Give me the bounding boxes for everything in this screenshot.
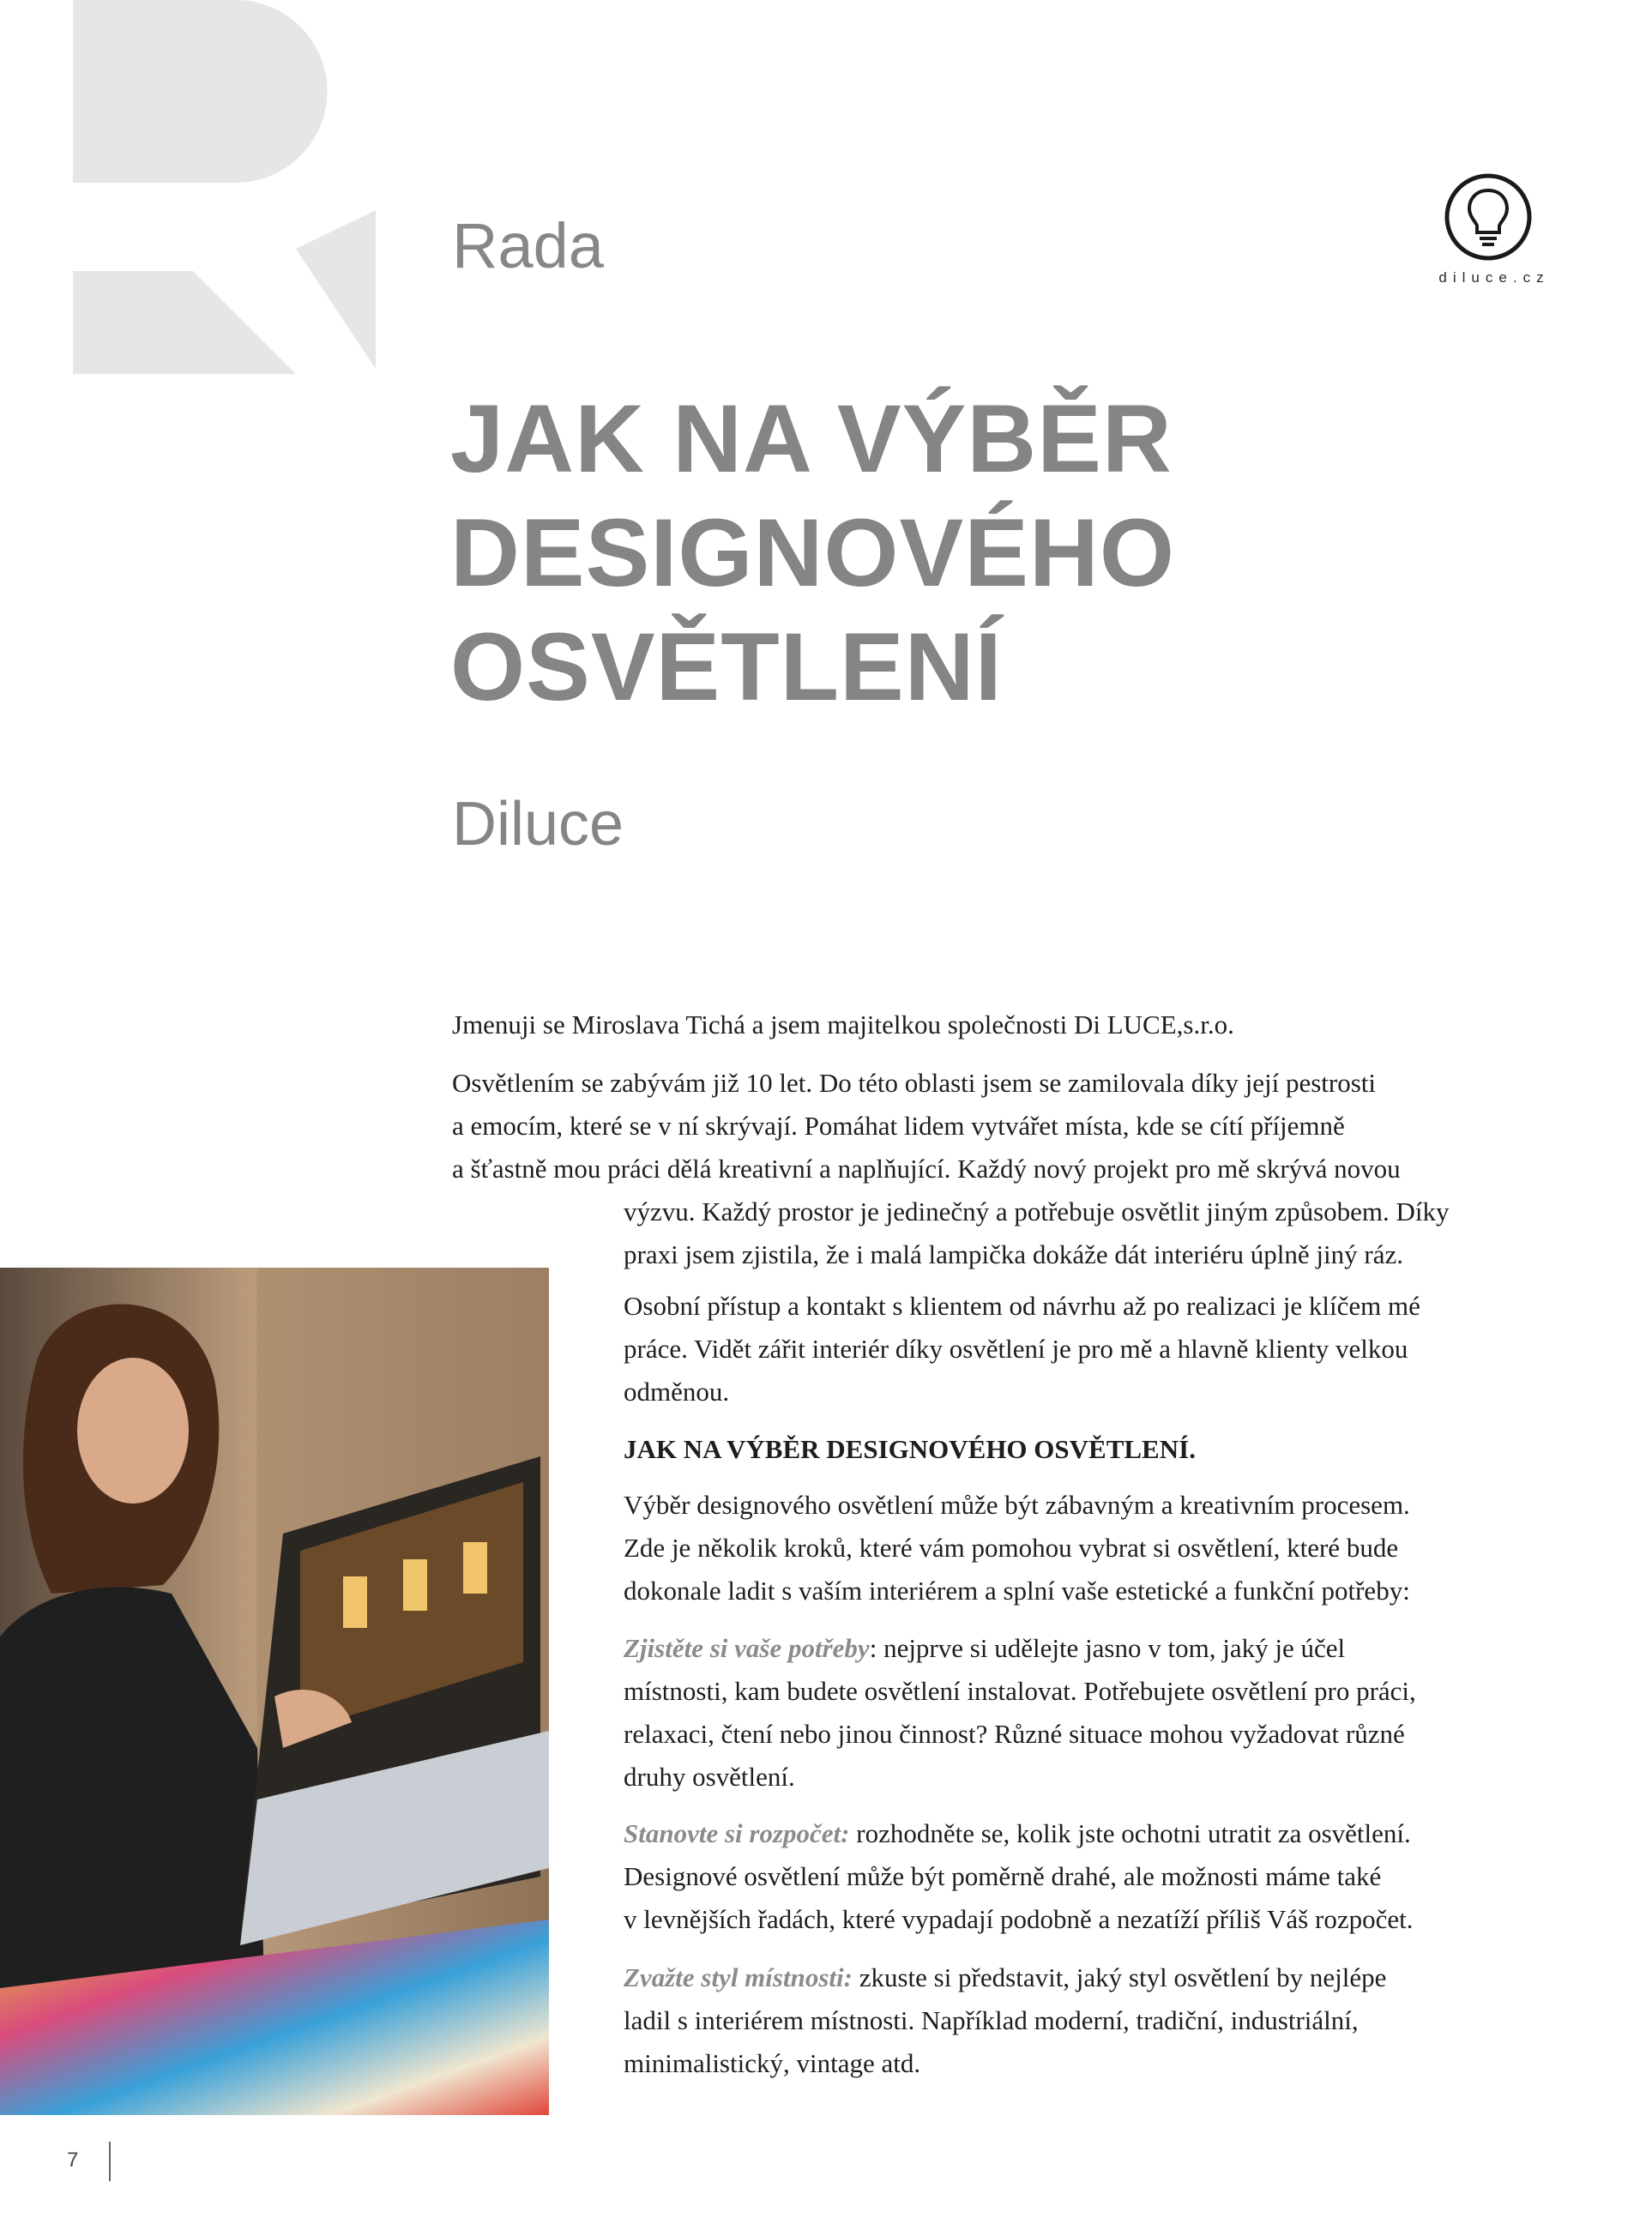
title-line-1: JAK NA VÝBĚR: [450, 385, 1173, 492]
tip-style: [624, 1956, 1386, 2085]
text-line: relaxaci, čtení nebo jinou činnost? Různé situace mohou vyžadovat různé: [624, 1719, 1405, 1749]
section-heading: JAK NA VÝBĚR DESIGNOVÉHO OSVĚTLENÍ.: [624, 1434, 1196, 1464]
text-line: rozhodněte se, kolik jste ochotni utratit za osvětlení.: [849, 1818, 1411, 1848]
text-line: druhy osvětlení.: [624, 1762, 795, 1792]
text-line: dokonale ladit s vaším interiérem a splní vaše estetické a funkční potřeby:: [624, 1576, 1410, 1606]
tip-budget: [624, 1812, 1413, 1941]
text-line: minimalistický, vintage atd.: [624, 2048, 921, 2078]
text-line: Designové osvětlení může být poměrně drahé, ale možnosti máme také: [624, 1861, 1382, 1891]
text-line: nejprve si udělejte jasno v tom, jaký je účel: [877, 1633, 1346, 1663]
text-line: v levnějších řadách, které vypadají podobně a nezatíží příliš Váš rozpočet.: [624, 1904, 1414, 1934]
intro-paragraph-1: Jmenuji se Miroslava Tichá a jsem majitelkou společnosti Di LUCE,s.r.o.: [452, 1010, 1234, 1040]
intro-paragraph-2-continued: [624, 1190, 1450, 1276]
text-line: a šťastně mou práci dělá kreativní a naplňující. Každý nový projekt pro mě skrývá novou: [452, 1154, 1401, 1184]
text-line: ladil s interiérem místnosti. Například moderní, tradiční, industriální,: [624, 2005, 1359, 2035]
author-name: Diluce: [452, 790, 624, 859]
text-line: Zde je několik kroků, které vám pomohou vybrat si osvětlení, které bude: [624, 1533, 1399, 1563]
text-line: práce. Vidět zářit interiér díky osvětlení je pro mě a hlavně klienty velkou: [624, 1334, 1408, 1364]
text-line: Výběr designového osvětlení může být zábavným a kreativním procesem.: [624, 1490, 1410, 1520]
main-title: [450, 382, 1308, 724]
tip-lead: Stanovte si rozpočet:: [624, 1818, 850, 1848]
selection-intro: [624, 1484, 1410, 1612]
lightbulb-icon: [1443, 172, 1534, 262]
author-photo: [0, 1268, 549, 2115]
logo-text: diluce.cz: [1438, 269, 1550, 286]
tip-lead: Zvažte styl místnosti:: [624, 1962, 853, 1992]
title-line-2: DESIGNOVÉHO: [450, 499, 1175, 606]
page-number: 7: [67, 2149, 79, 2172]
intro-paragraph-3: [624, 1285, 1420, 1413]
text-line: místnosti, kam budete osvětlení instalovat. Potřebujete osvětlení pro práci,: [624, 1676, 1416, 1706]
title-line-3: OSVĚTLENÍ: [450, 613, 1003, 720]
text-line: výzvu. Každý prostor je jedinečný a potřebuje osvětlit jiným způsobem. Díky: [624, 1196, 1450, 1226]
text-line: praxi jsem zjistila, že i malá lampička dokáže dát interiéru úplně jiný ráz.: [624, 1239, 1403, 1269]
text-line: Osobní přístup a kontakt s klientem od návrhu až po realizaci je klíčem mé: [624, 1291, 1420, 1321]
tip-separator: :: [869, 1633, 877, 1663]
tip-needs: [624, 1627, 1416, 1799]
decorative-r-shape: [0, 0, 395, 395]
text-line: odměnou.: [624, 1377, 730, 1407]
diluce-logo[interactable]: [1424, 172, 1553, 286]
section-label: Rada: [452, 210, 604, 281]
text-line: a emocím, které se v ní skrývají. Pomáhat lidem vytvářet místa, kde se cítí příjemně: [452, 1111, 1345, 1141]
tip-lead: Zjistěte si vaše potřeby: [624, 1633, 870, 1663]
page-number-divider: [109, 2142, 111, 2181]
intro-paragraph-2: [452, 1062, 1401, 1190]
text-line: Osvětlením se zabývám již 10 let. Do této oblasti jsem se zamilovala díky její pestrosti: [452, 1068, 1377, 1098]
text-line: zkuste si představit, jaký styl osvětlení by nejlépe: [852, 1962, 1387, 1992]
